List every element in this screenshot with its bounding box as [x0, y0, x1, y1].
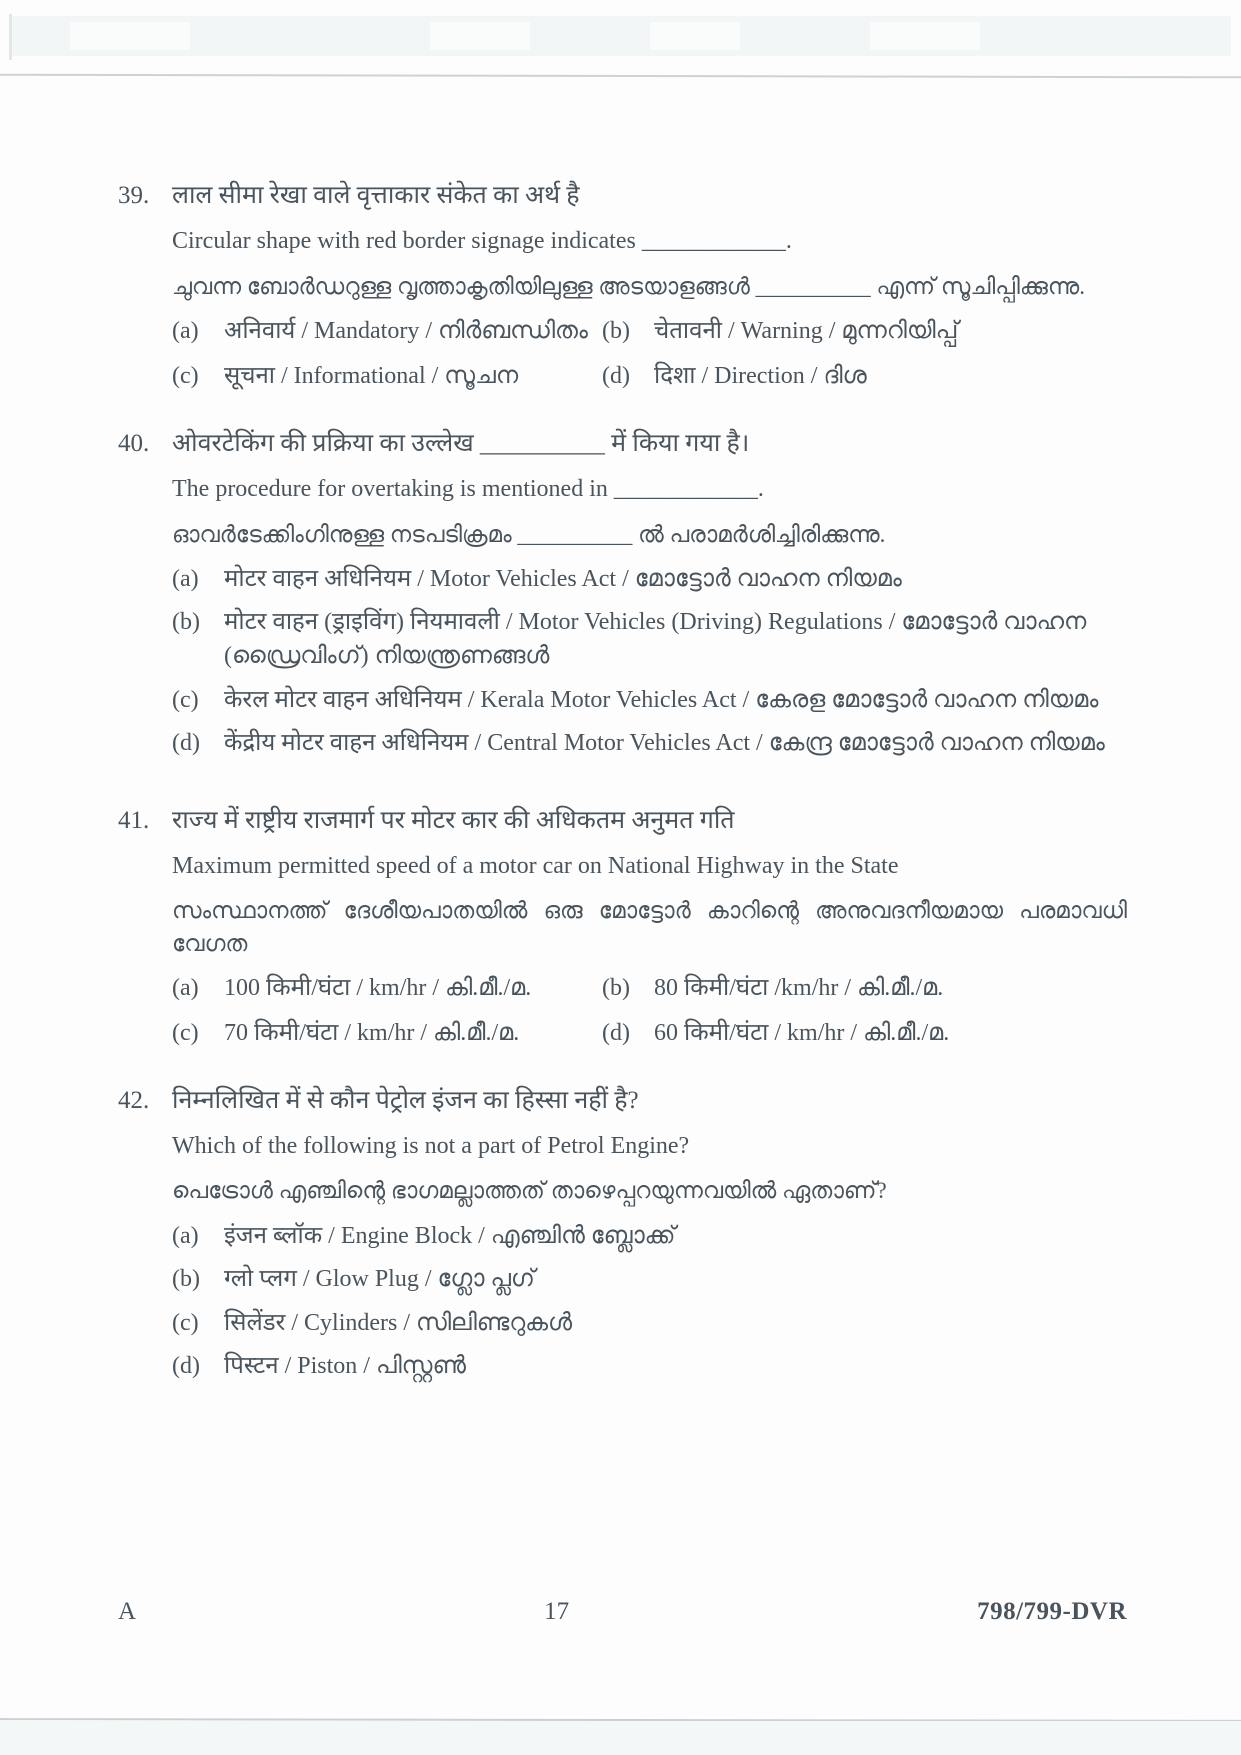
option-label: (d) — [172, 1353, 200, 1380]
page-number: 17 — [544, 1598, 570, 1625]
option-label: (b) — [172, 1266, 200, 1293]
question-42 — [118, 1083, 1127, 1394]
options-list — [172, 1220, 1127, 1384]
booklet-version-code: A — [118, 1598, 137, 1625]
question-text-hindi: निम्नलिखित में से कौन पेट्रोल इंजन का हिस्सा नहीं है? — [172, 1086, 639, 1114]
question-text-malayalam: പെട്രോൾ എഞ്ചിന്റെ ഭാഗമല്ലാത്തത് താഴെപ്പറയുന്നവയിൽ ഏതാണ്? — [172, 1178, 887, 1204]
option-label: (d) — [602, 1020, 630, 1047]
scan-artifact-block — [870, 22, 980, 50]
option-text: केंद्रीय मोटर वाहन अधिनियम / Central Motor Vehicles Act / കേന്ദ്ര മോട്ടോർ വാഹന നിയമം — [224, 730, 1105, 757]
question-text-malayalam: സംസ്ഥാനത്ത് ദേശീയപാതയിൽ ഒരു മോട്ടോർ കാറിന്റെ അനുവദനീയമായ പരമാവധി വേഗത — [172, 898, 1127, 956]
question-text-malayalam: ഓവർടേക്കിംഗിനുള്ള നടപടിക്രമം __________ ൽ പരാമർശിച്ചിരിക്കുന്നു. — [172, 521, 886, 547]
option-label: (c) — [172, 1020, 199, 1047]
option-label: (d) — [172, 730, 200, 757]
options-grid — [172, 315, 1127, 394]
option-c — [172, 684, 1127, 718]
question-body — [172, 803, 1127, 1051]
scan-artifact-bottom-band — [0, 1721, 1241, 1755]
option-d — [172, 1350, 1127, 1384]
question-text-hindi: राज्य में राष्ट्रीय राजमार्ग पर मोटर कार की अधिकतम अनुमत गति — [172, 806, 735, 834]
question-body — [172, 1083, 1127, 1394]
option-d — [172, 727, 1127, 761]
option-c — [172, 1017, 602, 1051]
option-label: (c) — [172, 686, 199, 713]
question-number: 40. — [118, 429, 150, 457]
option-label: (b) — [602, 317, 630, 344]
option-label: (b) — [172, 609, 200, 636]
page-footer — [118, 1594, 1127, 1629]
option-text: सिलेंडर / Cylinders / സിലിണ്ടറുകൾ — [224, 1309, 573, 1336]
scan-artifact-top-band — [10, 16, 1231, 56]
option-label: (a) — [172, 317, 199, 344]
option-c — [172, 360, 602, 394]
option-text: मोटर वाहन (ड्राइविंग) नियमावली / Motor Vehicles (Driving) Regulations / മോട്ടോർ വാഹന (ഡ്രൈവിംഗ്) നിയന്ത്രണങ്ങൾ — [224, 609, 1087, 669]
question-text-english: Maximum permitted speed of a motor car on National Highway in the State — [172, 852, 899, 879]
option-text: ग्लो प्लग / Glow Plug / ഗ്ലോ പ്ലഗ് — [224, 1266, 535, 1293]
option-label: (c) — [172, 1309, 199, 1336]
option-label: (b) — [602, 974, 630, 1001]
option-text: दिशा / Direction / ദിശ — [654, 363, 867, 390]
question-text-malayalam: ചുവന്ന ബോർഡറുള്ള വൃത്താകൃതിയിലുള്ള അടയാളങ്ങൾ __________ എന്ന് സൂചിപ്പിക്കുന്നു. — [172, 273, 1085, 299]
scan-artifact-block — [430, 22, 530, 50]
option-text: केरल मोटर वाहन अधिनियम / Kerala Motor Vehicles Act / കേരള മോട്ടോർ വാഹന നിയമം — [224, 686, 1099, 713]
option-label: (a) — [172, 565, 199, 592]
option-b — [172, 1263, 1127, 1297]
question-number: 39. — [118, 182, 150, 209]
option-text: अनिवार्य / Mandatory / നിർബന്ധിതം — [224, 317, 588, 344]
option-text: सूचना / Informational / സൂചന — [224, 363, 519, 390]
option-text: इंजन ब्लॉक / Engine Block / എഞ്ചിൻ ബ്ലോക്ക് — [224, 1222, 676, 1249]
question-body — [172, 178, 1127, 394]
option-d — [602, 360, 1127, 394]
option-a — [172, 563, 1127, 597]
option-label: (d) — [602, 363, 630, 390]
options-list — [172, 563, 1127, 761]
options-grid — [172, 972, 1127, 1051]
question-body — [172, 426, 1127, 771]
question-text-english: The procedure for overtaking is mentioned in ____________. — [172, 475, 764, 502]
option-b — [602, 315, 1127, 349]
question-number: 42. — [118, 1086, 150, 1114]
question-39 — [118, 178, 1127, 394]
option-text: चेतावनी / Warning / മുന്നറിയിപ്പ് — [654, 317, 959, 344]
option-d — [602, 1017, 1127, 1051]
option-label: (a) — [172, 1222, 199, 1249]
document-code: 798/799-DVR — [977, 1598, 1127, 1625]
option-text: 100 किमी/घंटा / km/hr / കി.മീ./മ. — [224, 974, 532, 1001]
question-41 — [118, 803, 1127, 1051]
option-a — [172, 972, 602, 1006]
question-40 — [118, 426, 1127, 771]
scan-artifact-left-edge — [9, 14, 12, 60]
scan-artifact-block — [650, 22, 740, 50]
option-text: पिस्टन / Piston / പിസ്റ്റൺ — [224, 1353, 467, 1380]
option-c — [172, 1307, 1127, 1341]
option-b — [602, 972, 1127, 1006]
question-number: 41. — [118, 806, 150, 834]
option-a — [172, 315, 602, 349]
question-text-hindi: ओवरटेकिंग की प्रक्रिया का उल्लेख __________ में किया गया है। — [172, 429, 750, 457]
question-text-english: Circular shape with red border signage indicates ____________. — [172, 228, 792, 254]
question-list — [118, 178, 1127, 1426]
option-label: (a) — [172, 974, 199, 1001]
option-label: (c) — [172, 363, 199, 390]
option-text: 60 किमी/घंटा / km/hr / കി.മീ./മ. — [654, 1020, 950, 1047]
option-text: 70 किमी/घंटा / km/hr / കി.മീ./മ. — [224, 1020, 520, 1047]
option-text: मोटर वाहन अधिनियम / Motor Vehicles Act / മോട്ടോർ വാഹന നിയമം — [224, 565, 902, 592]
scan-artifact-block — [70, 22, 190, 50]
question-text-hindi: लाल सीमा रेखा वाले वृत्ताकार संकेत का अर्थ है — [172, 182, 580, 209]
option-b — [172, 606, 1127, 673]
question-text-english: Which of the following is not a part of Petrol Engine? — [172, 1132, 690, 1159]
scan-artifact-top-line — [0, 74, 1241, 79]
option-text: 80 किमी/घंटा /km/hr / കി.മീ./മ. — [654, 974, 944, 1001]
option-a — [172, 1220, 1127, 1254]
